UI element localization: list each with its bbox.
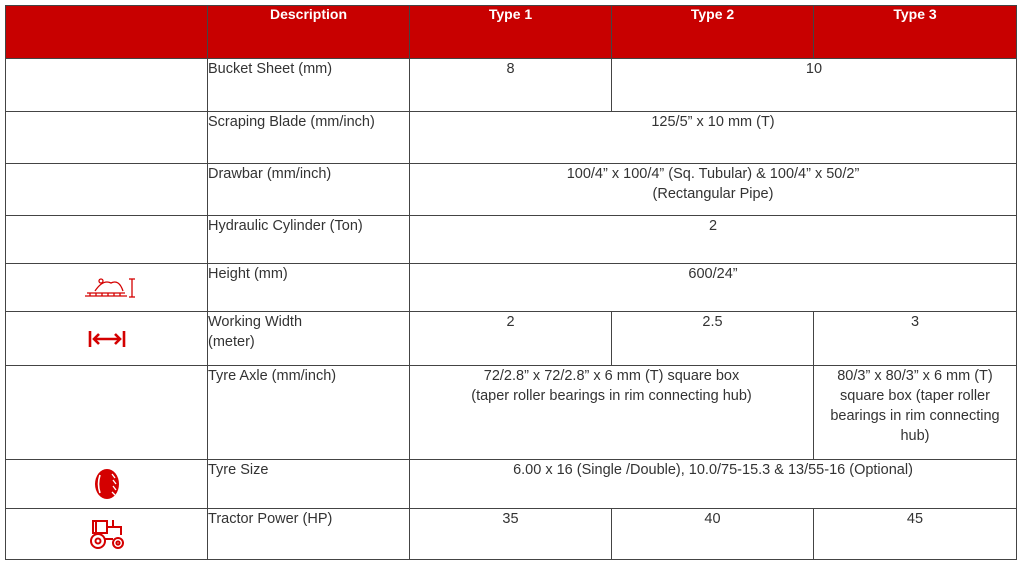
row-label: Height (mm) — [208, 264, 410, 312]
value-line: (taper roller bearings in rim connecting hub) — [471, 388, 752, 404]
value-line: 100/4” x 100/4” (Sq. Tubular) & 100/4” x 50/2” — [566, 166, 860, 182]
value-line: bearings in rim connecting — [830, 408, 1000, 424]
header-icon-col — [6, 6, 208, 59]
icon-cell — [6, 164, 208, 216]
value-type-1-2 — [410, 366, 814, 460]
spec-table — [5, 5, 1017, 560]
row-label — [208, 312, 410, 366]
row-label: Tyre Axle (mm/inch) — [208, 366, 410, 460]
value-all-types: 600/24” — [410, 264, 1017, 312]
icon-cell — [6, 112, 208, 164]
table-row — [6, 460, 1017, 509]
value-type-3: 3 — [814, 312, 1017, 366]
header-description: Description — [208, 6, 410, 59]
row-label: Tractor Power (HP) — [208, 509, 410, 560]
row-label: Bucket Sheet (mm) — [208, 59, 410, 112]
value-all-types: 6.00 x 16 (Single /Double), 10.0/75-15.3 & 13/55-16 (Optional) — [410, 460, 1017, 509]
header-type-3: Type 3 — [814, 6, 1017, 59]
row-label-line: Working Width — [208, 314, 303, 330]
value-type-2: 2.5 — [612, 312, 814, 366]
value-line: square box (taper roller — [840, 388, 990, 404]
row-label: Tyre Size — [208, 460, 410, 509]
tyre-icon — [6, 467, 207, 501]
table-row — [6, 366, 1017, 460]
width-icon — [6, 329, 207, 349]
table-row — [6, 112, 1017, 164]
value-type-3: 45 — [814, 509, 1017, 560]
row-label: Scraping Blade (mm/inch) — [208, 112, 410, 164]
value-type-1: 8 — [410, 59, 612, 112]
icon-cell — [6, 216, 208, 264]
value-line: 72/2.8” x 72/2.8” x 6 mm (T) square box — [483, 368, 740, 384]
row-label: Drawbar (mm/inch) — [208, 164, 410, 216]
value-line: 80/3” x 80/3” x 6 mm (T) — [837, 368, 993, 384]
icon-cell — [6, 509, 208, 560]
value-type-2: 40 — [612, 509, 814, 560]
table-row — [6, 312, 1017, 366]
value-line: hub) — [900, 428, 930, 444]
table-row — [6, 59, 1017, 112]
icon-cell — [6, 264, 208, 312]
row-label: Hydraulic Cylinder (Ton) — [208, 216, 410, 264]
value-type-1: 35 — [410, 509, 612, 560]
value-type-1: 2 — [410, 312, 612, 366]
table-row — [6, 264, 1017, 312]
icon-cell — [6, 312, 208, 366]
value-type-3 — [814, 366, 1017, 460]
header-row — [6, 6, 1017, 59]
value-all-types: 125/5” x 10 mm (T) — [410, 112, 1017, 164]
row-label-line: (meter) — [208, 334, 255, 350]
value-line: (Rectangular Pipe) — [652, 186, 774, 202]
value-all-types: 2 — [410, 216, 1017, 264]
table-row — [6, 216, 1017, 264]
icon-cell — [6, 366, 208, 460]
icon-cell — [6, 59, 208, 112]
value-all-types — [410, 164, 1017, 216]
icon-cell — [6, 460, 208, 509]
header-type-1: Type 1 — [410, 6, 612, 59]
value-type-2-3: 10 — [612, 59, 1017, 112]
table-row — [6, 509, 1017, 560]
height-icon — [6, 275, 207, 301]
table-row — [6, 164, 1017, 216]
header-type-2: Type 2 — [612, 6, 814, 59]
tractor-icon — [6, 517, 207, 551]
